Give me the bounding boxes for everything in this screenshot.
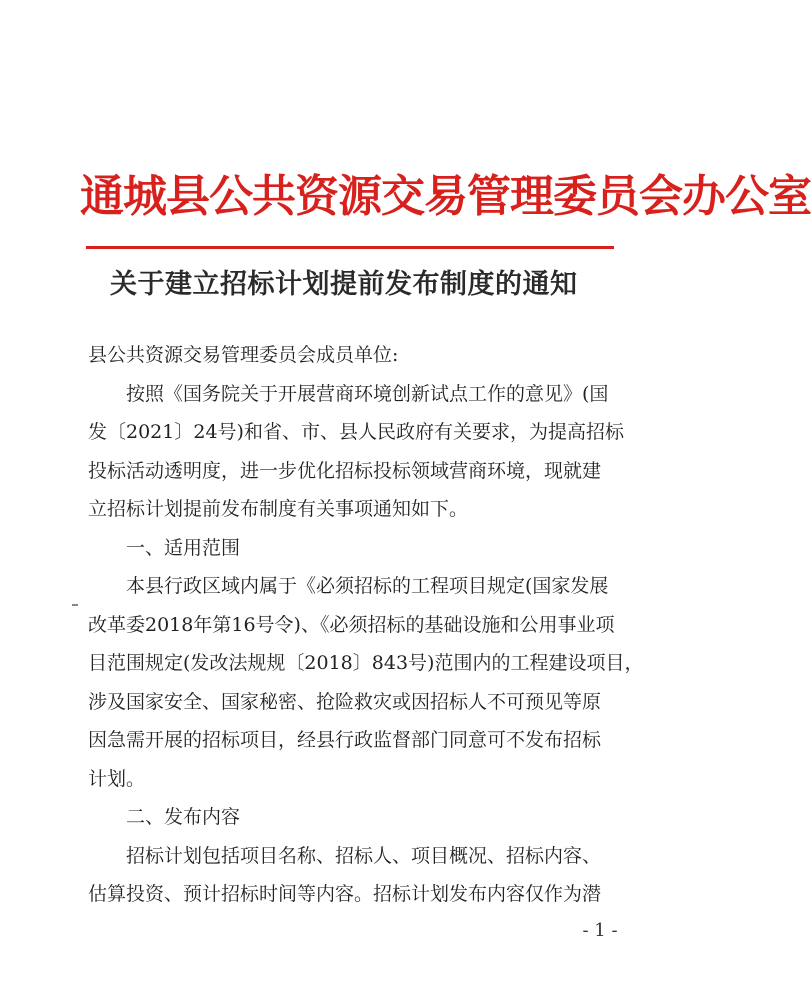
body-line: 因急需开展的招标项目，经县行政监督部门同意可不发布招标 — [88, 729, 602, 751]
addressee-line: 县公共资源交易管理委员会成员单位: — [88, 344, 399, 366]
body-line: 本县行政区域内属于《必须招标的工程项目规定(国家发展 — [126, 575, 609, 597]
body-line: 投标活动透明度，进一步优化招标投标领域营商环境，现就建 — [88, 459, 602, 482]
body-line: 发〔2021〕24号)和省、市、县人民政府有关要求，为提高招标 — [88, 421, 624, 443]
notice-title: 关于建立招标计划提前发布制度的通知 — [110, 269, 578, 300]
red-divider-line — [86, 246, 614, 249]
margin-mark — [72, 604, 78, 606]
body-line: 计划。 — [88, 767, 146, 790]
section-heading: 二、发布内容 — [126, 806, 241, 828]
org-header-title: 通城县公共资源交易管理委员会办公室 — [80, 171, 811, 222]
body-line: 估算投资、预计招标时间等内容。招标计划发布内容仅作为潜 — [88, 883, 602, 905]
body-line: 立招标计划提前发布制度有关事项通知如下。 — [88, 498, 469, 520]
body-line: 目范围规定(发改法规规〔2018〕843号)范围内的工程建设项目， — [88, 652, 644, 674]
body-line: 招标计划包括项目名称、招标人、项目概况、招标内容、 — [126, 844, 602, 867]
body-line: 按照《国务院关于开展营商环境创新试点工作的意见》(国 — [126, 382, 609, 405]
body-line: 涉及国家安全、国家秘密、抢险救灾或因招标人不可预见等原 — [88, 690, 602, 713]
section-heading: 一、适用范围 — [126, 536, 241, 559]
body-line: 改革委2018年第16号令)、《必须招标的基础设施和公用事业项 — [88, 613, 615, 636]
document-body — [88, 336, 644, 914]
page-number: - 1 - — [582, 920, 618, 941]
